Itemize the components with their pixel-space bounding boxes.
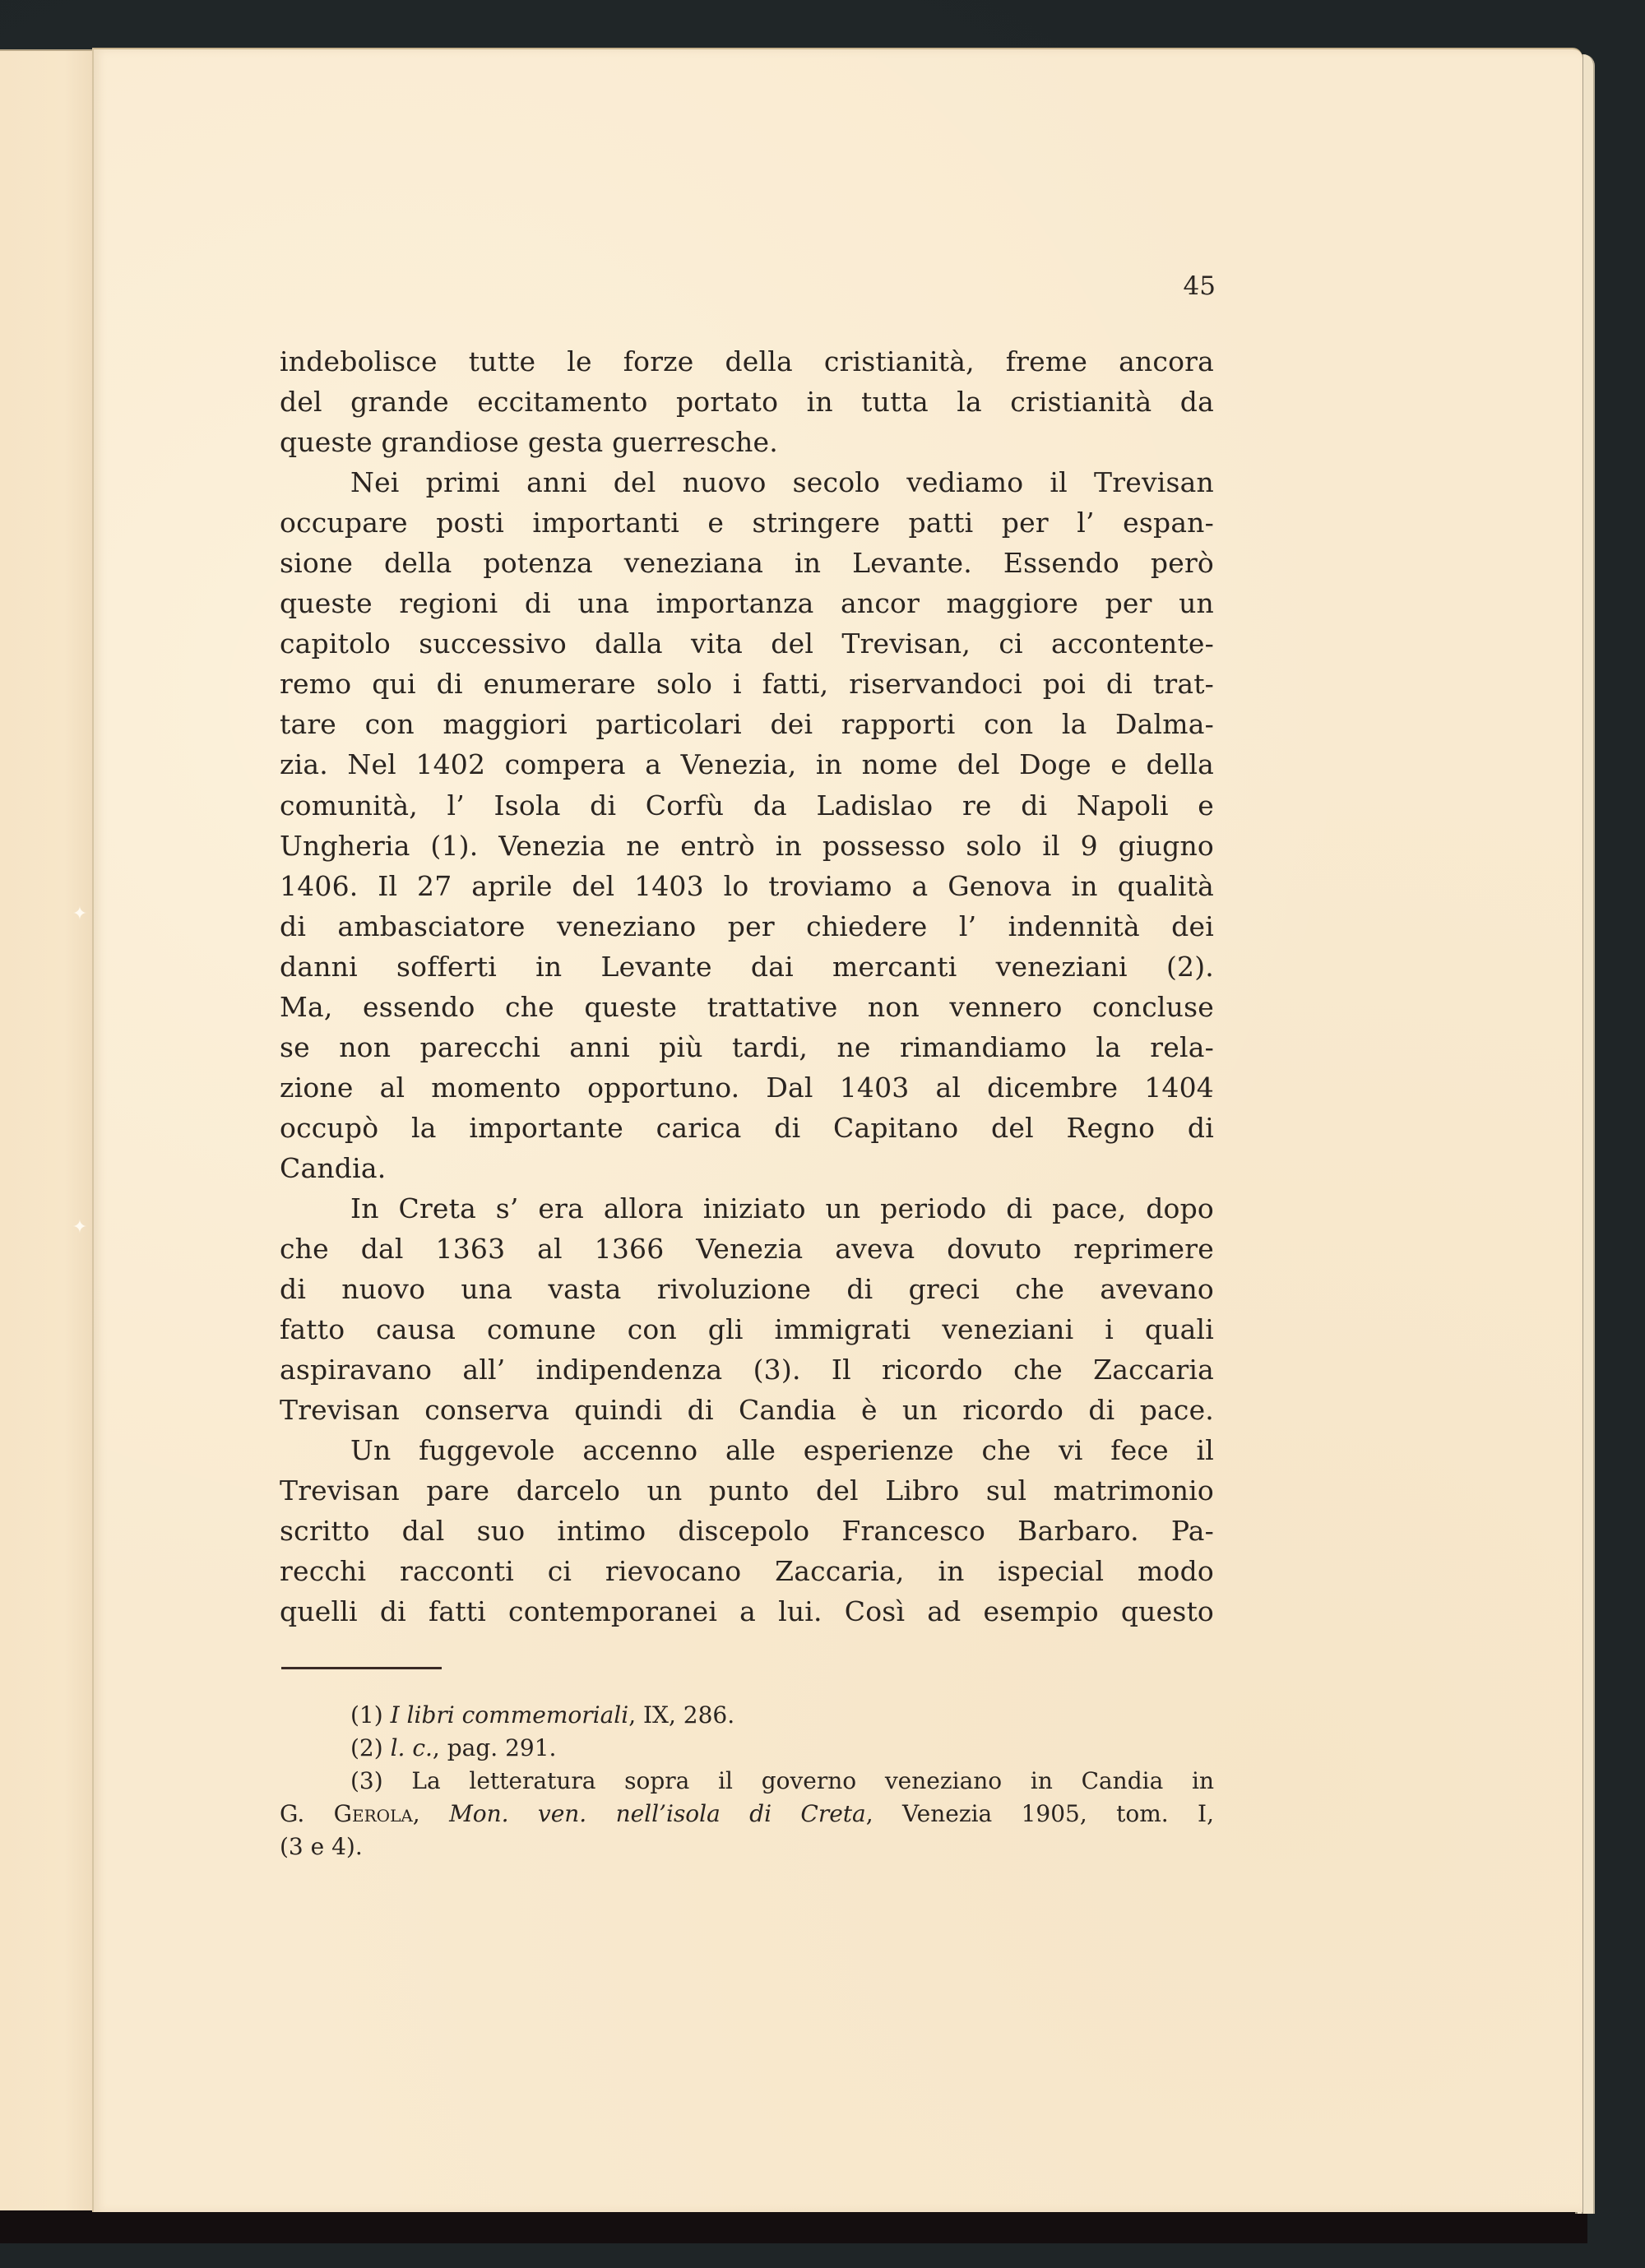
text-line: Candia. (280, 1151, 387, 1184)
text-line: fatto causa comune con gli immigrati veneziani i quali (280, 1313, 1214, 1346)
footnote-text: (3 e 4). (280, 1833, 363, 1860)
text-line: occupò la importante carica di Capitano del Regno di (280, 1111, 1214, 1144)
text-line: se non parecchi anni più tardi, ne rimandiamo la rela- (280, 1030, 1214, 1063)
text-line: Trevisan conserva quindi di Candia è un ricordo di pace. (280, 1394, 1214, 1427)
text-line: Ungheria (1). Venezia ne entrò in possesso solo il 9 giugno (280, 829, 1214, 862)
footnote-author-initial: G. (280, 1800, 334, 1827)
text-line: comunità, l’ Isola di Corfù da Ladislao re di Napoli e (280, 789, 1214, 822)
text-line: danni sofferti in Levante dai mercanti veneziani (2). (280, 950, 1214, 983)
text-line: quelli di fatti contemporanei a lui. Così ad esempio questo (280, 1595, 1214, 1628)
page-bottom-shadow (0, 2210, 1587, 2243)
text-line: di ambasciatore veneziano per chiedere l’ indennità dei (280, 910, 1214, 942)
text-line: che dal 1363 al 1366 Venezia aveva dovuto reprimere (280, 1233, 1214, 1266)
body-text (280, 341, 1214, 1632)
footnote-title: l. c. (390, 1734, 433, 1761)
text-line: Nei primi anni del nuovo secolo vediamo il Trevisan (350, 466, 1214, 499)
text-line: Ma, essendo che queste trattative non vennero concluse (280, 990, 1214, 1023)
footnote-text: , Venezia 1905, tom. I, (865, 1800, 1214, 1827)
footnote-marker: (3) (350, 1767, 383, 1794)
footnotes (280, 1699, 1214, 1863)
footnote-1 (280, 1699, 1214, 1732)
text-line: scritto dal suo intimo discepolo Francesco Barbaro. Pa- (280, 1515, 1214, 1548)
text-line: tare con maggiori particolari dei rapporti con la Dalma- (280, 708, 1214, 741)
text-line: Trevisan pare darcelo un punto del Libro sul matrimonio (280, 1474, 1214, 1507)
footnote-3-end (280, 1831, 1214, 1863)
footnote-2 (280, 1732, 1214, 1765)
footnote-marker: (1) (350, 1701, 383, 1729)
binding-stitch-mark: ✦ (72, 904, 88, 924)
footnote-text: , pag. 291. (432, 1734, 557, 1761)
text-line: In Creta s’ era allora iniziato un periodo di pace, dopo (350, 1192, 1214, 1224)
text-line: di nuovo una vasta rivoluzione di greci che avevano (280, 1273, 1214, 1306)
footnote-marker: (2) (350, 1734, 383, 1761)
page-number: 45 (1183, 271, 1216, 301)
text-line: capitolo successivo dalla vita del Trevisan, ci accontente- (280, 627, 1214, 660)
text-line: queste regioni di una importanza ancor maggiore per un (280, 587, 1214, 620)
text-line: sione della potenza veneziana in Levante. Essendo però (280, 547, 1214, 580)
text-line: queste grandiose gesta guerresche. (280, 426, 778, 459)
text-line: del grande eccitamento portato in tutta la cristianità da (280, 386, 1214, 419)
footnote-separator (281, 1667, 442, 1669)
footnote-3-cont: G. Gerola, Mon. ven. nell’isola di Creta, Venezia 1905, tom. I, (280, 1800, 1214, 1827)
footnote-author: Gerola (333, 1800, 413, 1827)
text-line: Un fuggevole accenno alle esperienze che vi fece il (350, 1434, 1214, 1467)
text-line: 1406. Il 27 aprile del 1403 lo troviamo a Genova in qualità (280, 869, 1214, 902)
text-line: indebolisce tutte le forze della cristianità, freme ancora (280, 345, 1214, 377)
footnote-text: , IX, 286. (628, 1701, 735, 1729)
text-line: occupare posti importanti e stringere patti per l’ espan- (280, 507, 1214, 539)
text-line: zione al momento opportuno. Dal 1403 al dicembre 1404 (280, 1071, 1214, 1104)
text-line: aspiravano all’ indipendenza (3). Il ricordo che Zaccaria (280, 1354, 1214, 1386)
footnote-text: La letteratura sopra il governo veneziano in Candia in (411, 1767, 1214, 1794)
binding-stitch-mark: ✦ (72, 1217, 88, 1238)
footnote-title: I libri commemoriali (390, 1701, 629, 1729)
footnote-title: Mon. ven. nell’isola di Creta (449, 1800, 866, 1827)
text-line: remo qui di enumerare solo i fatti, riservandoci poi di trat- (280, 668, 1214, 701)
facing-page-edge (0, 49, 92, 2210)
text-line: zia. Nel 1402 compera a Venezia, in nome del Doge e della (280, 748, 1214, 781)
footnote-3 (280, 1765, 1214, 1798)
text-line: recchi racconti ci rievocano Zaccaria, in ispecial modo (280, 1555, 1214, 1588)
